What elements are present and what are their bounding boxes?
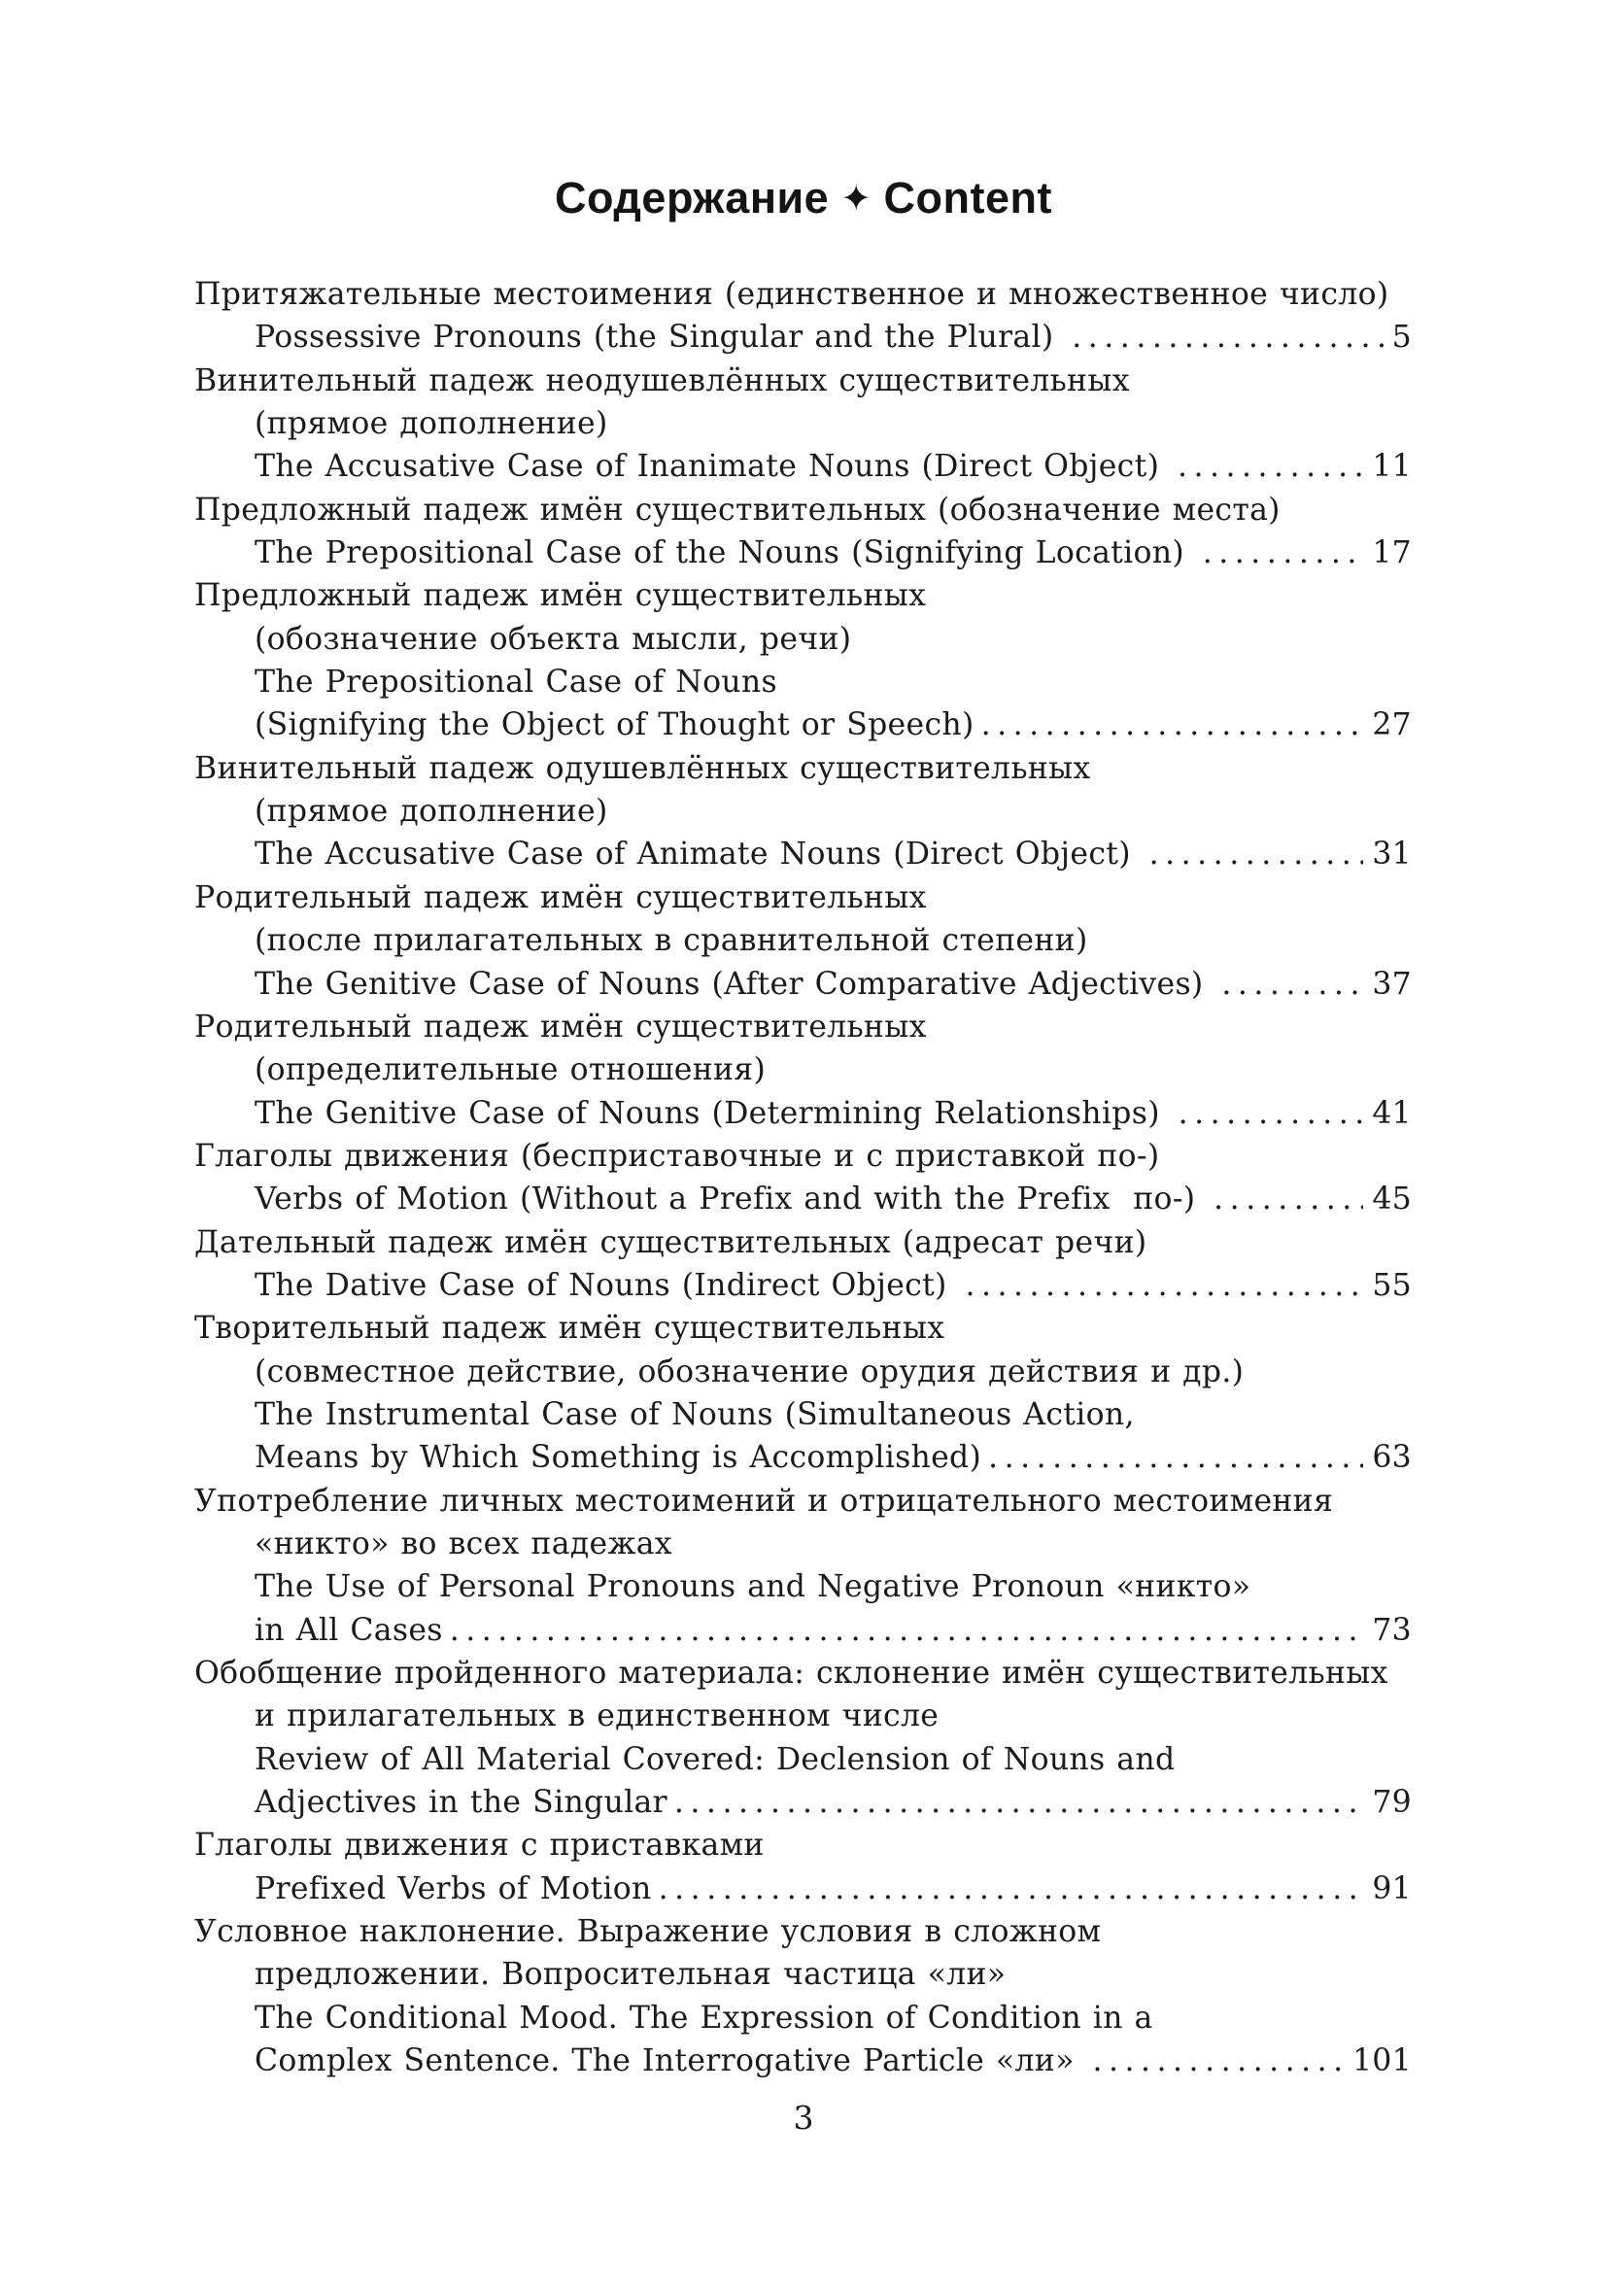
toc-line (194, 661, 1412, 703)
toc-line (194, 1523, 1412, 1565)
toc-line-text: Глаголы движения с приставками (194, 1828, 765, 1864)
toc-line-text: Творительный падеж имён существительных (194, 1311, 945, 1347)
page-ref: 91 (1372, 1870, 1412, 1906)
toc-line (194, 489, 1412, 531)
toc-line-text: Prefixed Verbs of Motion (255, 1870, 652, 1906)
page-ref: 5 (1391, 320, 1412, 356)
page-ref: 73 (1372, 1612, 1412, 1648)
dot-leader (1221, 963, 1363, 1006)
four-pointed-star-icon: ✦ (840, 179, 872, 220)
toc-line-text: Условное наклонение. Выражение условия в сложном (194, 1914, 1102, 1950)
toc-line (194, 2039, 1412, 2082)
toc-line (194, 919, 1412, 962)
toc-line-text: The Prepositional Case of Nouns (255, 665, 777, 701)
toc-line (194, 1997, 1412, 2039)
dot-leader (1072, 316, 1383, 359)
toc-line-text: Родительный падеж имён существительных (194, 879, 927, 915)
dot-leader (988, 1436, 1363, 1479)
toc-line (194, 1436, 1412, 1479)
toc-line (194, 1135, 1412, 1178)
toc-line (194, 833, 1412, 875)
toc-line (194, 1781, 1412, 1824)
page-title (0, 173, 1607, 223)
toc-line (194, 963, 1412, 1006)
toc-line (194, 574, 1412, 617)
toc-line (194, 1565, 1412, 1608)
toc-line (194, 1652, 1412, 1695)
page-ref: 55 (1372, 1267, 1412, 1303)
toc-line (194, 1824, 1412, 1867)
toc-line (194, 1092, 1412, 1135)
dot-leader (1214, 1178, 1363, 1220)
toc-line-text: (совместное действие, обозначение орудия действия и др.) (255, 1354, 1245, 1389)
toc-line-text: и прилагательных в единственном числе (255, 1698, 940, 1734)
dot-leader (1179, 1092, 1364, 1135)
dot-leader (450, 1609, 1364, 1652)
toc-line (194, 1307, 1412, 1350)
toc-line-text: (прямое дополнение) (255, 794, 608, 830)
folio-page-number: 3 (793, 2099, 814, 2137)
toc-line-text: Винительный падеж неодушевлённых существительных (194, 362, 1130, 398)
page-title-ru: Содержание (554, 173, 830, 223)
toc-line (194, 1868, 1412, 1910)
toc-line-text: «никто» во всех падежах (255, 1525, 672, 1561)
page-ref: 63 (1372, 1440, 1412, 1476)
toc-line-text: Adjectives in the Singular (255, 1785, 667, 1821)
toc-line (194, 618, 1412, 661)
dot-leader (1178, 445, 1363, 488)
toc-line-text: Употребление личных местоимений и отрицательного местоимения (194, 1483, 1334, 1519)
toc-line (194, 790, 1412, 833)
toc-line-text: The Genitive Case of Nouns (Determining Relationships) (255, 1095, 1172, 1131)
toc-line (194, 360, 1412, 402)
toc-line-text: Дательный падеж имён существительных (адресат речи) (194, 1224, 1147, 1260)
page-ref: 37 (1372, 966, 1412, 1002)
dot-leader (965, 1264, 1363, 1307)
toc-line-text: Глаголы движения (бесприставочные и с приставкой по-) (194, 1138, 1160, 1174)
toc-line-text: (Signifying the Object of Thought or Speech) (255, 707, 974, 743)
toc-line-text: Verbs of Motion (Without a Prefix and with the Prefix по-) (255, 1182, 1208, 1217)
dot-leader (1203, 531, 1364, 574)
dot-leader (1092, 2039, 1343, 2082)
toc-line (194, 747, 1412, 790)
page-ref: 31 (1372, 837, 1412, 873)
toc-line (194, 1178, 1412, 1220)
toc-line-text: in All Cases (255, 1612, 443, 1648)
toc-line (194, 1221, 1412, 1264)
toc-line-text: Родительный падеж имён существительных (194, 1009, 927, 1045)
toc-line-text: предложении. Вопросительная частица «ли» (255, 1957, 1007, 1993)
toc-line-text: The Conditional Mood. The Expression of Condition in a (255, 2000, 1153, 2036)
toc-line-text: The Instrumental Case of Nouns (Simultaneous Action, (255, 1396, 1135, 1432)
page-ref: 11 (1372, 449, 1412, 485)
toc-line-text: (обозначение объекта мысли, речи) (255, 621, 852, 657)
toc-line (194, 402, 1412, 445)
toc-line-text: The Prepositional Case of the Nouns (Signifying Location) (255, 535, 1196, 571)
toc-line-text: Винительный падеж одушевлённых существительных (194, 750, 1091, 786)
toc-line (194, 876, 1412, 919)
page-ref: 101 (1351, 2043, 1412, 2079)
toc-line (194, 1695, 1412, 1737)
page-ref: 27 (1372, 707, 1412, 743)
toc-line-text: Possessive Pronouns (the Singular and the Plural) (255, 320, 1066, 356)
toc-line (194, 1738, 1412, 1781)
toc-line (194, 1910, 1412, 1953)
toc-line-text: The Accusative Case of Animate Nouns (Direct Object) (255, 837, 1143, 873)
toc-line (194, 703, 1412, 746)
toc-line-text: Review of All Material Covered: Declension of Nouns and (255, 1741, 1176, 1777)
toc-line (194, 445, 1412, 488)
toc-line-text: The Dative Case of Nouns (Indirect Object) (255, 1267, 959, 1303)
toc-line-text: (прямое дополнение) (255, 406, 608, 442)
page-title-en: Content (883, 173, 1053, 223)
toc-line (194, 1609, 1412, 1652)
dot-leader (659, 1868, 1364, 1910)
toc-line-text: Притяжательные местоимения (единственное и множественное число) (194, 277, 1389, 312)
toc-line-text: (определительные отношения) (255, 1052, 767, 1088)
page-ref: 45 (1372, 1182, 1412, 1217)
toc-line (194, 1006, 1412, 1048)
table-of-contents (194, 273, 1412, 2082)
toc-line (194, 1393, 1412, 1436)
toc-line (194, 531, 1412, 574)
page-ref: 17 (1372, 535, 1412, 571)
toc-line (194, 1351, 1412, 1393)
toc-line (194, 273, 1412, 316)
toc-line-text: The Accusative Case of Inanimate Nouns (Direct Object) (255, 449, 1171, 485)
toc-line-text: Complex Sentence. The Interrogative Particle «ли» (255, 2043, 1086, 2079)
toc-line-text: (после прилагательных в сравнительной степени) (255, 923, 1088, 959)
toc-line-text: The Genitive Case of Nouns (After Comparative Adjectives) (255, 966, 1215, 1002)
toc-line (194, 1480, 1412, 1523)
page-ref: 41 (1372, 1095, 1412, 1131)
page-ref: 79 (1372, 1785, 1412, 1821)
toc-line (194, 1953, 1412, 1996)
toc-line-text: The Use of Personal Pronouns and Negative Pronoun «никто» (255, 1569, 1251, 1605)
toc-line (194, 1264, 1412, 1307)
toc-line (194, 316, 1412, 359)
dot-leader (1149, 833, 1364, 875)
toc-line-text: Обобщение пройденного материала: склонение имён существительных (194, 1656, 1388, 1691)
toc-line-text: Предложный падеж имён существительных (обозначение места) (194, 492, 1281, 528)
toc-line-text: Предложный падеж имён существительных (194, 578, 927, 614)
dot-leader (674, 1781, 1363, 1824)
toc-line (194, 1048, 1412, 1091)
dot-leader (981, 703, 1364, 746)
toc-line-text: Means by Which Something is Accomplished) (255, 1440, 982, 1476)
